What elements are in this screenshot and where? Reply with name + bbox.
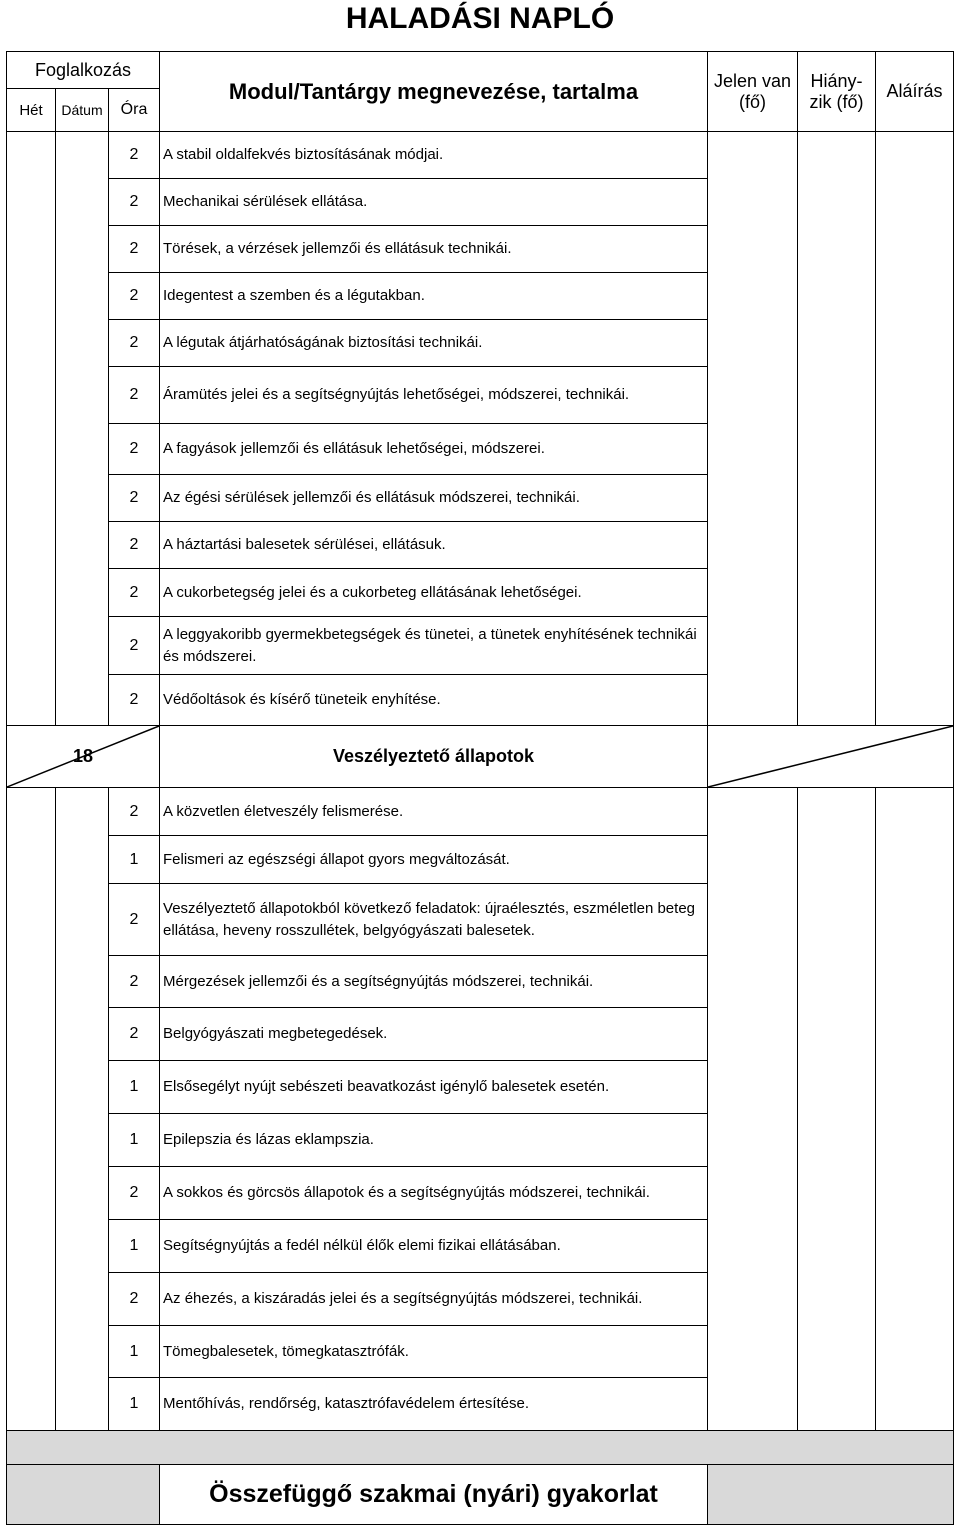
hours-cell: 2 (109, 367, 160, 424)
absent-cell (798, 320, 876, 367)
signature-cell (876, 1008, 954, 1061)
table-row (7, 522, 954, 569)
week-cell (7, 1114, 56, 1167)
table-row (7, 836, 954, 884)
week-cell (7, 320, 56, 367)
table-row (7, 1273, 954, 1326)
topic-cell: Az éhezés, a kiszáradás jelei és a segítségnyújtás módszerei, technikái. (160, 1273, 708, 1326)
week-cell (7, 1167, 56, 1220)
date-cell (56, 1061, 109, 1114)
signature-cell (876, 1061, 954, 1114)
absent-cell (798, 1061, 876, 1114)
topic-cell: Belgyógyászati megbetegedések. (160, 1008, 708, 1061)
present-cell (708, 1378, 798, 1431)
signature-cell (876, 956, 954, 1008)
signature-cell (876, 1326, 954, 1378)
topic-cell: A közvetlen életveszély felismerése. (160, 788, 708, 836)
signature-cell (876, 836, 954, 884)
table-row (7, 675, 954, 726)
date-cell (56, 1114, 109, 1167)
hours-cell: 2 (109, 273, 160, 320)
col-header-jelen (708, 52, 798, 132)
absent-cell (798, 226, 876, 273)
col-header-jelen-line2: (fő) (739, 91, 767, 112)
table-row (7, 617, 954, 675)
present-cell (708, 273, 798, 320)
topic-cell: Védőoltások és kísérő tüneteik enyhítése. (160, 675, 708, 726)
week-cell (7, 788, 56, 836)
absent-cell (798, 475, 876, 522)
hours-cell: 2 (109, 675, 160, 726)
topic-cell: A fagyások jellemzői és ellátásuk lehetőségei, módszerei. (160, 424, 708, 475)
absent-cell (798, 788, 876, 836)
table-row (7, 1114, 954, 1167)
absent-cell (798, 956, 876, 1008)
date-cell (56, 226, 109, 273)
page-title: HALADÁSI NAPLÓ (345, 2, 615, 35)
signature-cell (876, 675, 954, 726)
table-row (7, 367, 954, 424)
topic-cell: Idegentest a szemben és a légutakban. (160, 273, 708, 320)
signature-cell (876, 132, 954, 179)
present-cell (708, 1114, 798, 1167)
table-row (7, 1220, 954, 1273)
hours-cell: 1 (109, 836, 160, 884)
signature-cell (876, 1220, 954, 1273)
col-header-alairas: Aláírás (876, 52, 954, 132)
signature-cell (876, 788, 954, 836)
date-cell (56, 132, 109, 179)
hours-cell: 2 (109, 1008, 160, 1061)
present-cell (708, 1273, 798, 1326)
signature-cell (876, 1114, 954, 1167)
date-cell (56, 1378, 109, 1431)
date-cell (56, 788, 109, 836)
date-cell (56, 1167, 109, 1220)
hours-cell: 2 (109, 522, 160, 569)
date-cell (56, 522, 109, 569)
date-cell (56, 956, 109, 1008)
col-header-hiany-line2: zik (fő) (809, 91, 864, 112)
topic-cell: Veszélyeztető állapotokból következő feladatok: újraélesztés, eszméletlen beteg ellátása, heveny rosszullétek, belgyógyászati balesetek. (160, 884, 708, 956)
gray-separator-row (7, 1431, 954, 1465)
week-cell (7, 884, 56, 956)
present-cell (708, 1167, 798, 1220)
hours-cell: 2 (109, 884, 160, 956)
hours-cell: 2 (109, 1273, 160, 1326)
table-row (7, 226, 954, 273)
progress-log-table (6, 51, 954, 1525)
signature-cell (876, 884, 954, 956)
hours-cell: 2 (109, 424, 160, 475)
topic-cell: A háztartási balesetek sérülései, ellátásuk. (160, 522, 708, 569)
table-row (7, 1061, 954, 1114)
present-cell (708, 424, 798, 475)
header-row-top (7, 52, 954, 89)
absent-cell (798, 1220, 876, 1273)
topic-cell: Törések, a vérzések jellemzői és ellátásuk technikái. (160, 226, 708, 273)
absent-cell (798, 1114, 876, 1167)
signature-cell (876, 367, 954, 424)
signature-cell (876, 226, 954, 273)
table-row (7, 320, 954, 367)
week-cell (7, 179, 56, 226)
present-cell (708, 884, 798, 956)
hours-cell: 2 (109, 788, 160, 836)
hours-cell: 1 (109, 1378, 160, 1431)
topic-cell: A cukorbetegség jelei és a cukorbeteg ellátásának lehetőségei. (160, 569, 708, 617)
absent-cell (798, 1167, 876, 1220)
hours-cell: 2 (109, 617, 160, 675)
date-cell (56, 1326, 109, 1378)
week-cell (7, 1220, 56, 1273)
present-cell (708, 788, 798, 836)
table-row (7, 1008, 954, 1061)
footer-right-cell (708, 1465, 954, 1525)
col-header-jelen-line1: Jelen van (713, 70, 792, 91)
hours-cell: 2 (109, 320, 160, 367)
present-cell (708, 367, 798, 424)
topic-cell: A stabil oldalfekvés biztosításának módjai. (160, 132, 708, 179)
section-hours: 18 (72, 746, 94, 766)
signature-cell (876, 320, 954, 367)
present-cell (708, 475, 798, 522)
signature-cell (876, 1378, 954, 1431)
absent-cell (798, 522, 876, 569)
date-cell (56, 836, 109, 884)
date-cell (56, 273, 109, 320)
signature-cell (876, 1167, 954, 1220)
topic-cell: Epilepszia és lázas eklampszia. (160, 1114, 708, 1167)
present-cell (708, 226, 798, 273)
week-cell (7, 475, 56, 522)
absent-cell (798, 367, 876, 424)
present-cell (708, 1061, 798, 1114)
present-cell (708, 522, 798, 569)
week-cell (7, 1378, 56, 1431)
absent-cell (798, 569, 876, 617)
signature-cell (876, 424, 954, 475)
week-cell (7, 617, 56, 675)
col-header-datum: Dátum (56, 89, 109, 132)
absent-cell (798, 1273, 876, 1326)
footer-left-cell (7, 1465, 160, 1525)
topic-cell: A légutak átjárhatóságának biztosítási technikái. (160, 320, 708, 367)
hours-cell: 1 (109, 1114, 160, 1167)
topic-cell: Az égési sérülések jellemzői és ellátásuk módszerei, technikái. (160, 475, 708, 522)
date-cell (56, 424, 109, 475)
present-cell (708, 179, 798, 226)
date-cell (56, 617, 109, 675)
date-cell (56, 179, 109, 226)
present-cell (708, 836, 798, 884)
hours-cell: 1 (109, 1061, 160, 1114)
signature-cell (876, 179, 954, 226)
date-cell (56, 1273, 109, 1326)
date-cell (56, 569, 109, 617)
present-cell (708, 320, 798, 367)
table-row (7, 956, 954, 1008)
week-cell (7, 1273, 56, 1326)
footer-title: Összefüggő szakmai (nyári) gyakorlat (160, 1465, 708, 1525)
date-cell (56, 367, 109, 424)
col-header-ora: Óra (109, 89, 160, 132)
section-row (7, 726, 954, 788)
present-cell (708, 675, 798, 726)
present-cell (708, 1008, 798, 1061)
diagonal-line-right (708, 726, 953, 787)
date-cell (56, 884, 109, 956)
present-cell (708, 569, 798, 617)
table-row (7, 569, 954, 617)
table-row (7, 179, 954, 226)
col-header-foglalkozas: Foglalkozás (7, 52, 160, 89)
col-header-hiany (798, 52, 876, 132)
hours-cell: 2 (109, 956, 160, 1008)
date-cell (56, 320, 109, 367)
absent-cell (798, 1008, 876, 1061)
hours-cell: 2 (109, 475, 160, 522)
present-cell (708, 132, 798, 179)
signature-cell (876, 1273, 954, 1326)
section-hours-cell (7, 726, 160, 788)
absent-cell (798, 132, 876, 179)
week-cell (7, 132, 56, 179)
absent-cell (798, 836, 876, 884)
topic-cell: Elsősegélyt nyújt sebészeti beavatkozást igénylő balesetek esetén. (160, 1061, 708, 1114)
topic-cell: A leggyakoribb gyermekbetegségek és tünetei, a tünetek enyhítésének technikái és módszerei. (160, 617, 708, 675)
week-cell (7, 836, 56, 884)
absent-cell (798, 179, 876, 226)
week-cell (7, 675, 56, 726)
week-cell (7, 1326, 56, 1378)
table-row (7, 132, 954, 179)
week-cell (7, 226, 56, 273)
absent-cell (798, 617, 876, 675)
signature-cell (876, 617, 954, 675)
col-header-het: Hét (7, 89, 56, 132)
week-cell (7, 1008, 56, 1061)
absent-cell (798, 273, 876, 320)
hours-cell: 1 (109, 1326, 160, 1378)
hours-cell: 2 (109, 226, 160, 273)
signature-cell (876, 522, 954, 569)
table-row (7, 1378, 954, 1431)
signature-cell (876, 475, 954, 522)
table-row (7, 424, 954, 475)
week-cell (7, 956, 56, 1008)
topic-cell: A sokkos és görcsös állapotok és a segítségnyújtás módszerei, technikái. (160, 1167, 708, 1220)
present-cell (708, 617, 798, 675)
absent-cell (798, 1326, 876, 1378)
week-cell (7, 273, 56, 320)
signature-cell (876, 273, 954, 320)
present-cell (708, 1326, 798, 1378)
topic-cell: Segítségnyújtás a fedél nélkül élők elemi fizikai ellátásában. (160, 1220, 708, 1273)
date-cell (56, 1008, 109, 1061)
week-cell (7, 569, 56, 617)
absent-cell (798, 424, 876, 475)
topic-cell: Áramütés jelei és a segítségnyújtás lehetőségei, módszerei, technikái. (160, 367, 708, 424)
table-row (7, 475, 954, 522)
table-row (7, 884, 954, 956)
present-cell (708, 1220, 798, 1273)
col-header-hiany-line1: Hiány- (810, 70, 863, 91)
topic-cell: Mérgezések jellemzői és a segítségnyújtás módszerei, technikái. (160, 956, 708, 1008)
hours-cell: 2 (109, 569, 160, 617)
gray-separator (7, 1431, 954, 1465)
date-cell (56, 1220, 109, 1273)
week-cell (7, 424, 56, 475)
footer-row (7, 1465, 954, 1525)
absent-cell (798, 884, 876, 956)
col-header-modul: Modul/Tantárgy megnevezése, tartalma (160, 52, 708, 132)
hours-cell: 2 (109, 179, 160, 226)
section-blank-cell (708, 726, 954, 788)
hours-cell: 2 (109, 1167, 160, 1220)
table-row (7, 1326, 954, 1378)
date-cell (56, 675, 109, 726)
date-cell (56, 475, 109, 522)
topic-cell: Mechanikai sérülések ellátása. (160, 179, 708, 226)
table-row (7, 273, 954, 320)
section-title: Veszélyeztető állapotok (160, 726, 708, 788)
table-row (7, 1167, 954, 1220)
week-cell (7, 367, 56, 424)
hours-cell: 2 (109, 132, 160, 179)
week-cell (7, 1061, 56, 1114)
table-row (7, 788, 954, 836)
absent-cell (798, 1378, 876, 1431)
week-cell (7, 522, 56, 569)
hours-cell: 1 (109, 1220, 160, 1273)
topic-cell: Felismeri az egészségi állapot gyors megváltozását. (160, 836, 708, 884)
present-cell (708, 956, 798, 1008)
absent-cell (798, 675, 876, 726)
topic-cell: Mentőhívás, rendőrség, katasztrófavédelem értesítése. (160, 1378, 708, 1431)
topic-cell: Tömegbalesetek, tömegkatasztrófák. (160, 1326, 708, 1378)
signature-cell (876, 569, 954, 617)
